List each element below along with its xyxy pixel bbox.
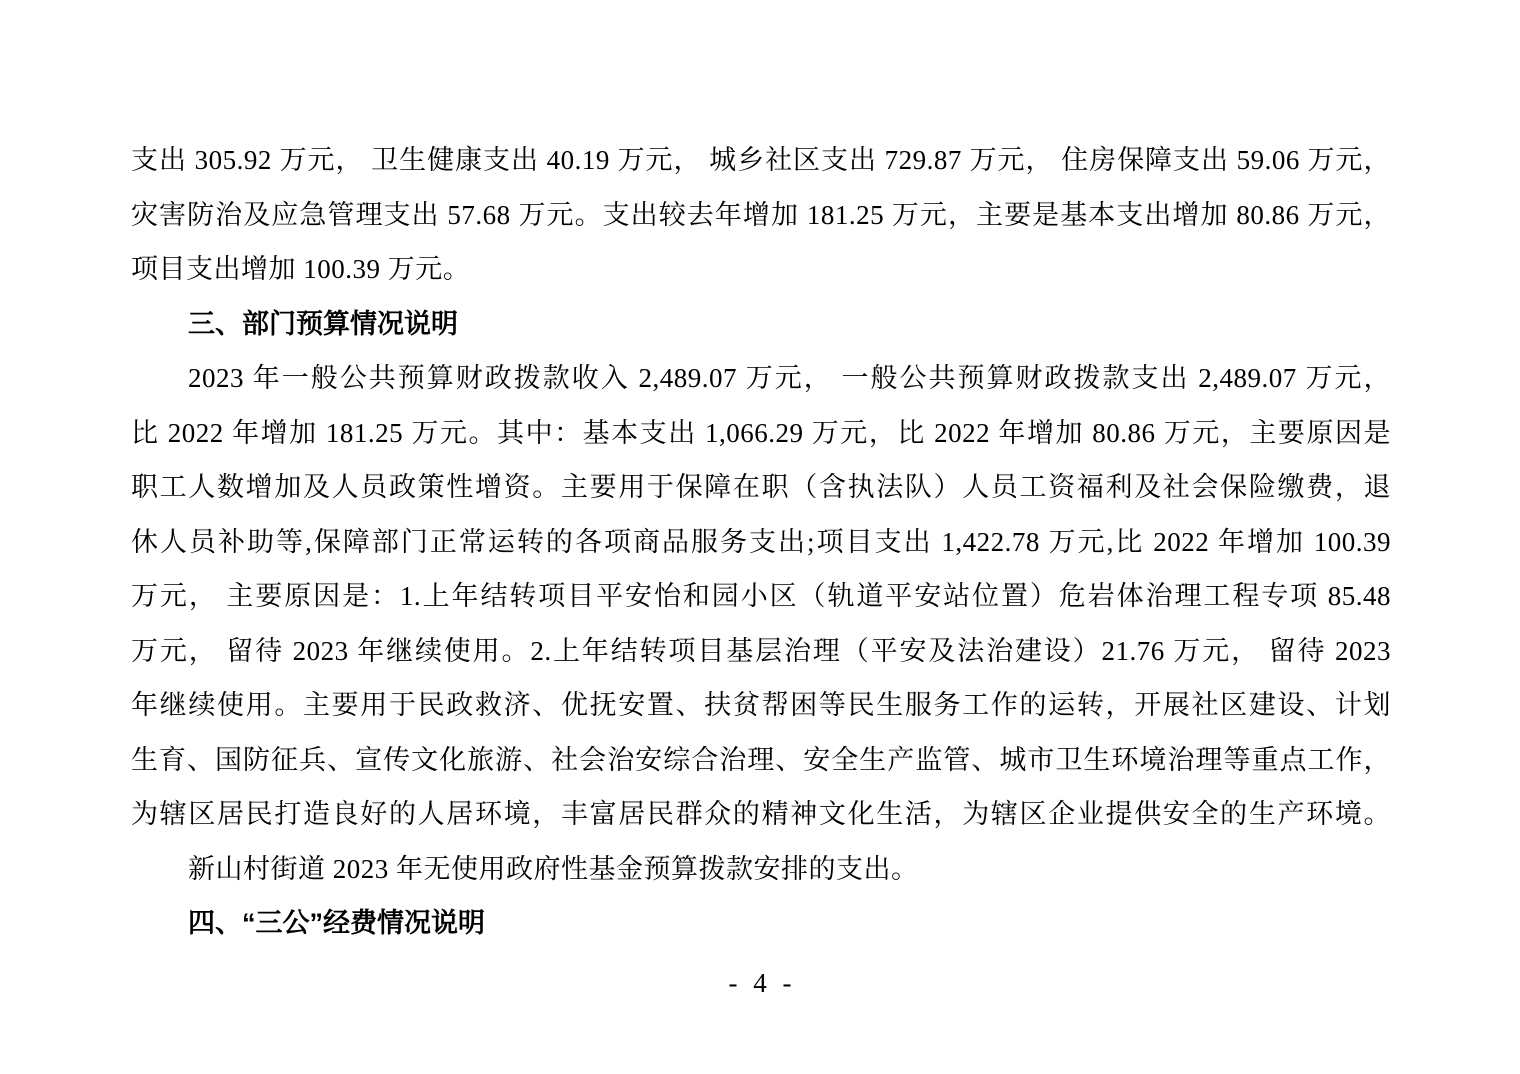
section-3-heading: 三、部门预算情况说明 — [188, 308, 458, 339]
body-text-line: 2023 年一般公共预算财政拨款收入 2,489.07 万元， 一般公共预算财政拨款支出 2,489.07 万元， — [188, 363, 1391, 393]
body-text-line: 职工人数增加及人员政策性增资。主要用于保障在职（含执法队）人员工资福利及社会保险缴费，退 — [131, 472, 1391, 502]
body-text-line: 万元， 主要原因是：1.上年结转项目平安怡和园小区（轨道平安站位置）危岩体治理工程专项 85.48 — [131, 581, 1391, 611]
body-text-line: 生育、国防征兵、宣传文化旅游、社会治安综合治理、安全生产监管、城市卫生环境治理等重点工作， — [131, 744, 1391, 775]
body-text-line: 项目支出增加 100.39 万元。 — [131, 254, 471, 284]
document-text-block — [131, 133, 1391, 951]
body-text-line: 年继续使用。主要用于民政救济、优抚安置、扶贫帮困等民生服务工作的运转，开展社区建设、计划 — [131, 690, 1391, 720]
body-text-line: 休人员补助等,保障部门正常运转的各项商品服务支出;项目支出 1,422.78 万元,比 2022 年增加 100.39 — [131, 526, 1391, 557]
body-text-line: 新山村街道 2023 年无使用政府性基金预算拨款安排的支出。 — [188, 853, 919, 884]
section-4-heading: 四、“三公”经费情况说明 — [188, 908, 485, 938]
body-text-line: 支出 305.92 万元， 卫生健康支出 40.19 万元， 城乡社区支出 729.87 万元， 住房保障支出 59.06 万元， — [131, 145, 1391, 175]
body-text-line: 万元， 留待 2023 年继续使用。2.上年结转项目基层治理（平安及法治建设）21.76 万元， 留待 2023 — [131, 635, 1391, 666]
page-number: - 4 - — [728, 968, 792, 998]
body-text-line: 灾害防治及应急管理支出 57.68 万元。支出较去年增加 181.25 万元，主要是基本支出增加 80.86 万元， — [131, 199, 1391, 230]
body-text-line: 比 2022 年增加 181.25 万元。其中：基本支出 1,066.29 万元，比 2022 年增加 80.86 万元，主要原因是 — [131, 417, 1391, 448]
body-text-line: 为辖区居民打造良好的人居环境，丰富居民群众的精神文化生活，为辖区企业提供安全的生产环境。 — [131, 799, 1391, 829]
